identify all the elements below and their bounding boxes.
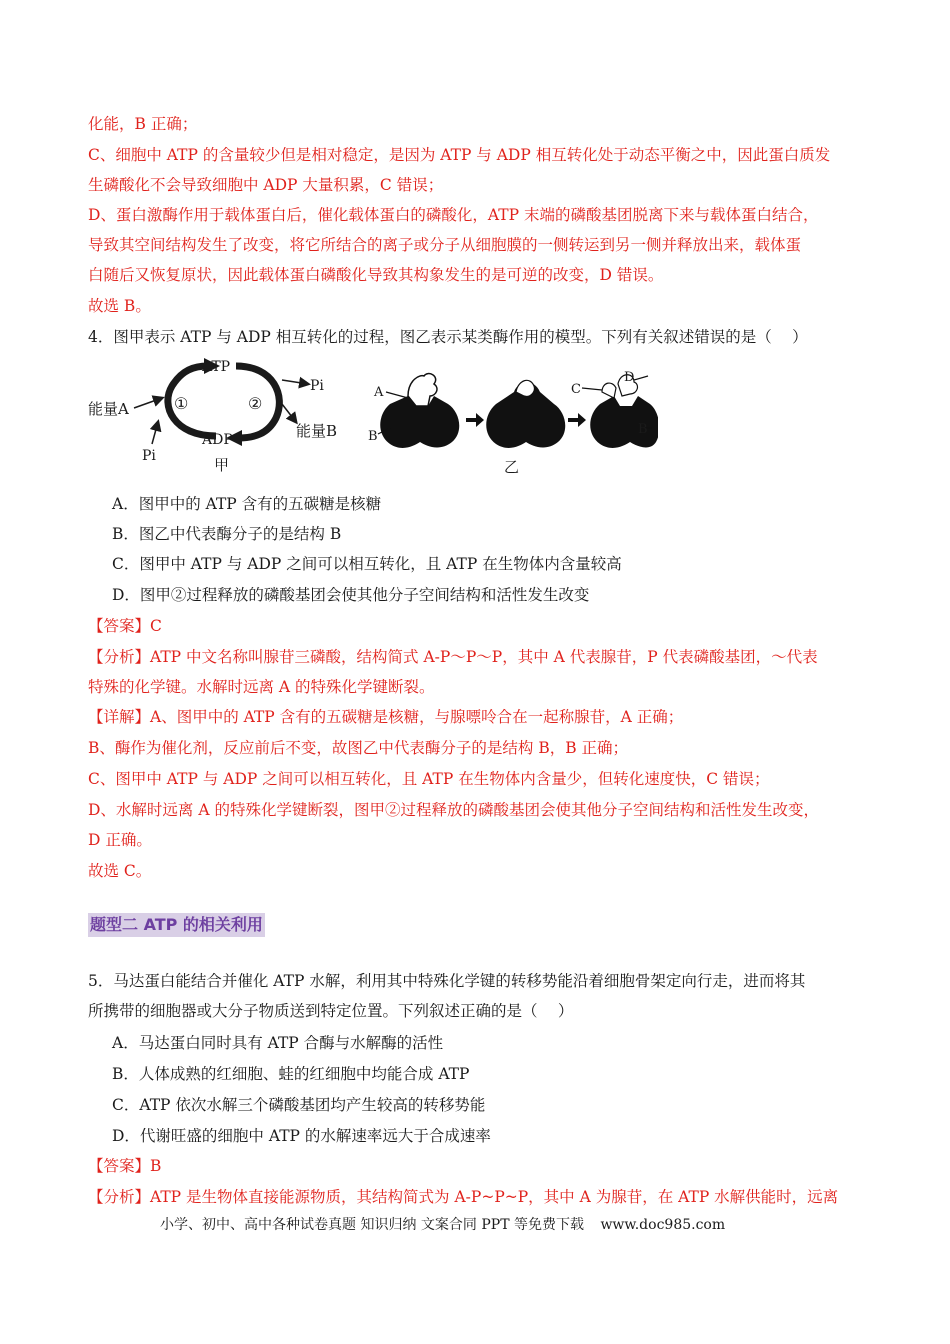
- pointer-a: [386, 392, 408, 398]
- q4-analysis-2: 特殊的化学键。水解时远离 A 的特殊化学键断裂。: [88, 678, 435, 696]
- label-b-2: B: [638, 422, 648, 437]
- caption-yi: 乙: [504, 458, 520, 476]
- q4-stem: 4．图甲表示 ATP 与 ADP 相互转化的过程，图乙表示某类酶作用的模型。下列有关叙述错误的是（ ）: [88, 328, 808, 346]
- footer-url[interactable]: www.doc985.com: [600, 1217, 726, 1233]
- label-a: A: [374, 385, 384, 400]
- q4-option-a: A．图甲中的 ATP 含有的五碳糖是核糖: [112, 495, 382, 513]
- q5-option-d: D．代谢旺盛的细胞中 ATP 的水解速率远大于合成速率: [112, 1127, 491, 1145]
- q3-choose: 故选 B。: [88, 297, 151, 315]
- q4-answer: 【答案】C: [88, 617, 162, 635]
- q3-line-5: 导致其空间结构发生了改变，将它所结合的离子或分子从细胞膜的一侧转运到另一侧并释放出来，载体蛋: [88, 236, 802, 254]
- label-atp: ATP: [202, 359, 231, 375]
- q5-option-b: B．人体成熟的红细胞、蛙的红细胞中均能合成 ATP: [112, 1065, 470, 1083]
- product-c: [602, 383, 616, 398]
- q5-option-a: A．马达蛋白同时具有 ATP 合酶与水解酶的活性: [112, 1034, 444, 1052]
- q5-analysis-1: 【分析】ATP 是生物体直接能源物质，其结构简式为 A-P~P~P，其中 A 为腺苷，在 ATP 水解供能时，远离: [88, 1188, 839, 1206]
- q4-detail-3: C、图甲中 ATP 与 ADP 之间可以相互转化，且 ATP 在生物体内含量少，但转化速度快，C 错误；: [88, 770, 770, 788]
- q4-option-c: C．图甲中 ATP 与 ADP 之间可以相互转化，且 ATP 在生物体内含量较高: [112, 555, 622, 573]
- q5-answer: 【答案】B: [88, 1157, 162, 1175]
- label-process-1: ①: [174, 394, 189, 413]
- arrow-energy-a: [134, 398, 162, 408]
- pointer-c: [582, 388, 602, 390]
- arrow-step-2: [568, 413, 586, 427]
- figure-jia-atp-adp-cycle: [86, 352, 356, 477]
- q4-detail-5: D 正确。: [88, 831, 152, 849]
- q5-option-c: C．ATP 依次水解三个磷酸基团均产生较高的转移势能: [112, 1096, 486, 1114]
- label-d: D: [624, 370, 635, 385]
- figure-yi-enzyme-model: [368, 362, 658, 477]
- q3-line-2: C、细胞中 ATP 的含量较少但是相对稳定，是因为 ATP 与 ADP 相互转化处于动态平衡之中，因此蛋白质发: [88, 146, 831, 164]
- q4-choose: 故选 C。: [88, 862, 152, 880]
- enzyme-shape-3: [590, 396, 658, 448]
- q3-line-3: 生磷酸化不会导致细胞中 ADP 大量积累，C 错误；: [88, 176, 444, 194]
- arrow-pi-out: [282, 380, 308, 384]
- label-process-2: ②: [248, 394, 263, 413]
- pointer-d: [634, 376, 648, 380]
- section-title: 题型二 ATP 的相关利用: [88, 913, 265, 937]
- q5-stem-1: 5．马达蛋白能结合并催化 ATP 水解，利用其中特殊化学键的转移势能沿着细胞骨架定向行走，进而将其: [88, 972, 806, 990]
- arrow-energy-b: [282, 404, 296, 422]
- arrow-pi-in: [152, 422, 158, 444]
- q4-detail-2: B、酶作为催化剂，反应前后不变，故图乙中代表酶分子的是结构 B，B 正确；: [88, 739, 629, 757]
- q3-line-4: D、蛋白激酶作用于载体蛋白后，催化载体蛋白的磷酸化，ATP 末端的磷酸基团脱离下来与载体蛋白结合，: [88, 206, 819, 224]
- q4-detail-1: 【详解】A、图甲中的 ATP 含有的五碳糖是核糖，与腺嘌呤合在一起称腺苷，A 正确；: [88, 708, 684, 726]
- label-b-1: B: [368, 429, 378, 444]
- q4-option-d: D．图甲②过程释放的磷酸基团会使其他分子空间结构和活性发生改变: [112, 586, 590, 604]
- q4-detail-4: D、水解时远离 A 的特殊化学键断裂，图甲②过程释放的磷酸基团会使其他分子空间结构和活性发生改变，: [88, 801, 819, 819]
- label-pi-out: Pi: [310, 378, 324, 394]
- page-footer: [160, 1214, 737, 1234]
- q4-option-b: B．图乙中代表酶分子的是结构 B: [112, 525, 342, 543]
- label-c: C: [571, 382, 581, 397]
- arrow-step-1: [466, 413, 484, 427]
- caption-jia: 甲: [214, 456, 230, 474]
- q3-line-6: 白随后又恢复原状，因此载体蛋白磷酸化导致其构象发生的是可逆的改变，D 错误。: [88, 266, 664, 284]
- label-pi-in: Pi: [142, 448, 156, 464]
- footer-text: 小学、初中、高中各种试卷真题 知识归纳 文案合同 PPT 等免费下载: [160, 1217, 584, 1233]
- substrate-bound: [516, 380, 534, 396]
- label-energy-a: 能量A: [88, 400, 129, 418]
- label-energy-b: 能量B: [296, 422, 338, 440]
- q3-line-1: 化能，B 正确；: [88, 115, 198, 133]
- q4-analysis-1: 【分析】ATP 中文名称叫腺苷三磷酸，结构简式 A-P～P～P，其中 A 代表腺苷，P 代表磷酸基团，～代表: [88, 648, 818, 666]
- q5-stem-2: 所携带的细胞器或大分子物质送到特定位置。下列叙述正确的是（ ）: [88, 1002, 574, 1020]
- label-adp: ADP: [202, 432, 233, 448]
